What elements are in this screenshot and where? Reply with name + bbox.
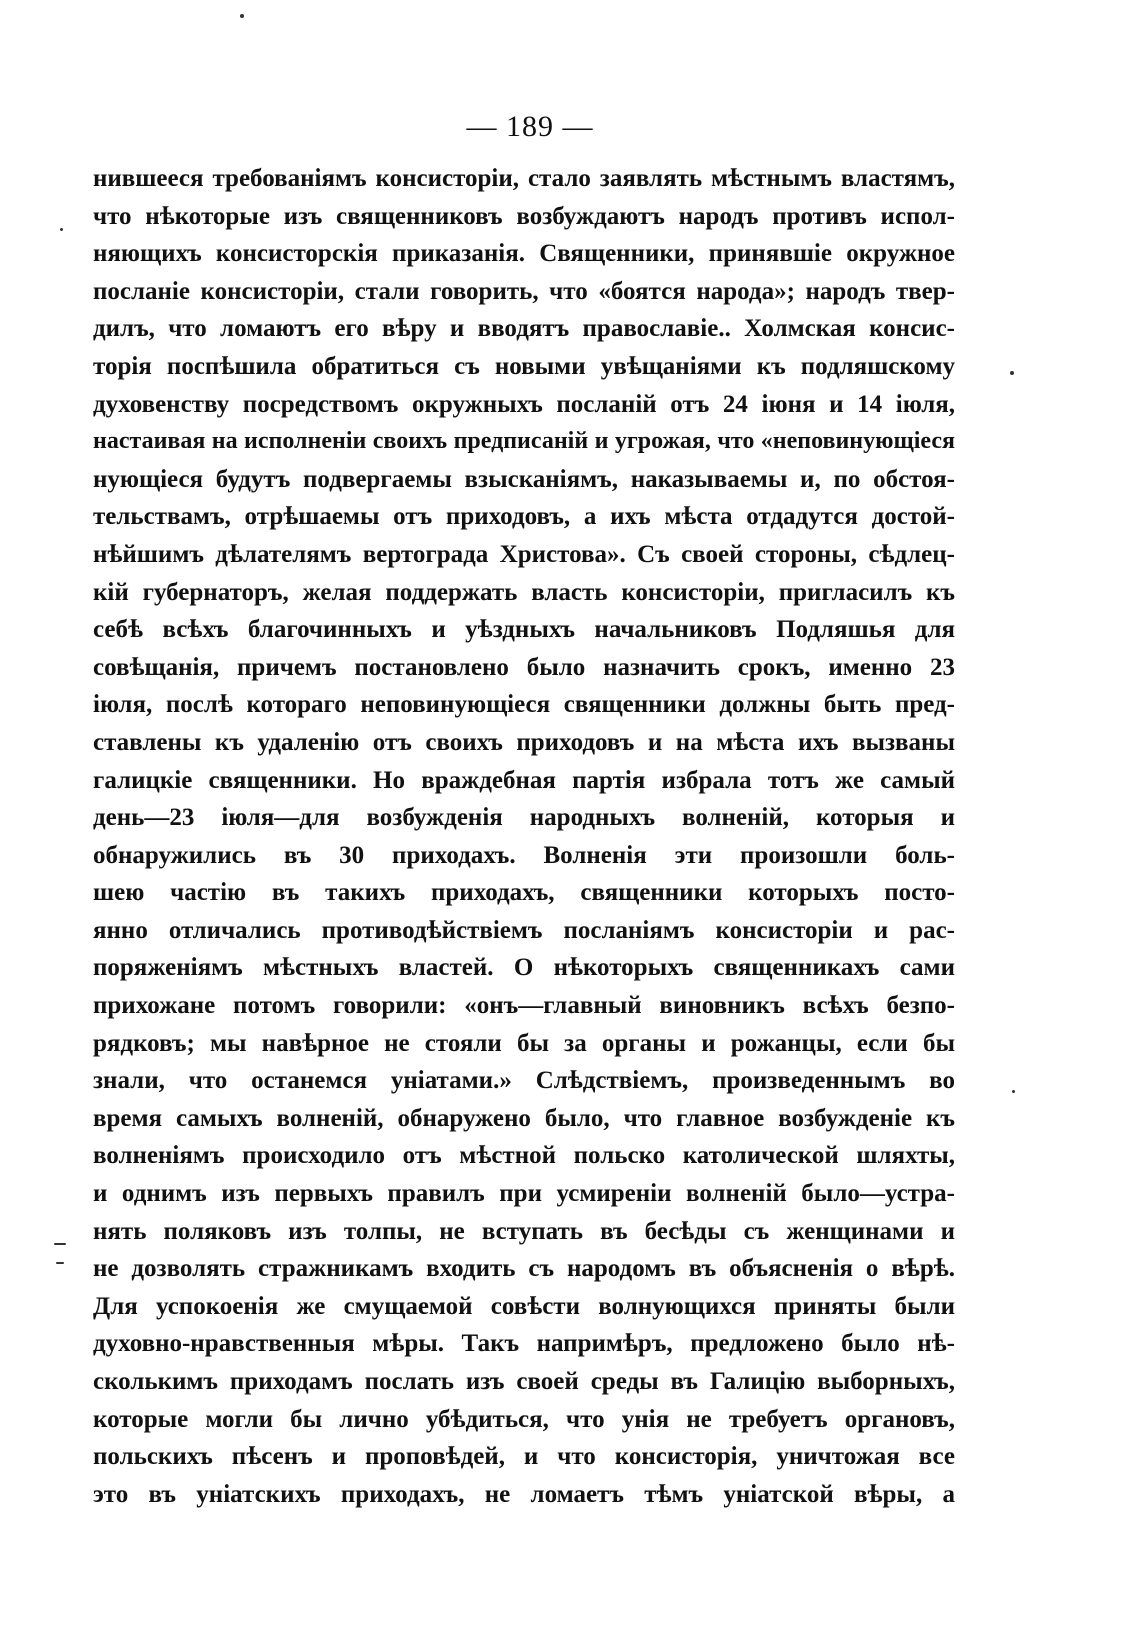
scan-speck — [1012, 1090, 1015, 1093]
text-line: кій губернаторъ, желая поддержать власть консисторіи, пригласилъ къ — [93, 578, 955, 606]
scan-speck — [1010, 371, 1014, 375]
text-line: день—23 іюля—для возбужденія народныхъ волненій, которыя и — [93, 804, 955, 832]
text-line: не дозволять стражникамъ входить съ народомъ въ объясненія о вѣрѣ. — [93, 1255, 955, 1283]
text-line: это въ уніатскихъ приходахъ, не ломаетъ тѣмъ уніатской вѣры, а — [93, 1480, 955, 1508]
text-line: няющихъ консисторскія приказанія. Священники, принявшіе окружное — [93, 240, 955, 268]
text-line: духовно-нравственныя мѣры. Такъ напримѣръ, предложено было нѣ- — [93, 1330, 955, 1358]
text-line: что нѣкоторые изъ священниковъ возбуждаютъ народъ противъ испол- — [93, 202, 955, 230]
text-line: ставлены къ удаленію отъ своихъ приходовъ и на мѣста ихъ вызваны — [93, 728, 955, 756]
text-line: дилъ, что ломаютъ его вѣру и вводятъ православіе.. Холмская консис- — [93, 315, 955, 343]
text-line: совѣщанія, причемъ постановлено было назначить срокъ, именно 23 — [93, 653, 955, 681]
text-line: поряженіямъ мѣстныхъ властей. О нѣкоторыхъ священникахъ сами — [93, 954, 955, 982]
text-line: себѣ всѣхъ благочинныхъ и уѣздныхъ начальниковъ Подляшья для — [93, 616, 955, 644]
text-line: духовенству посредствомъ окружныхъ посланій отъ 24 іюня и 14 іюля, — [93, 390, 955, 418]
text-line: и однимъ изъ первыхъ правилъ при усмиреніи волненій было—устра- — [93, 1180, 955, 1208]
text-line: нившееся требованіямъ консисторіи, стало заявлять мѣстнымъ властямъ, — [93, 165, 955, 192]
text-line: знали, что останемся уніатами.» Слѣдствіемъ, произведеннымъ во — [93, 1067, 955, 1095]
text-line: шею частію въ такихъ приходахъ, священники которыхъ посто- — [93, 879, 955, 907]
page-number: — 189 — — [466, 110, 594, 143]
text-line: обнаружились въ 30 приходахъ. Волненія эти произошли боль- — [93, 841, 955, 869]
text-line: посланіе консисторіи, стали говорить, что «боятся народа»; народъ твер- — [93, 277, 955, 305]
text-line: прихожане потомъ говорили: «онъ—главный виновникъ всѣхъ безпо- — [93, 992, 955, 1020]
text-line: нять поляковъ изъ толпы, не вступать въ бесѣды съ женщинами и — [93, 1217, 955, 1245]
text-line: торія поспѣшила обратиться съ новыми увѣщаніями къ подляшскому — [93, 352, 955, 380]
text-line: галицкіе священники. Но враждебная партія избрала тотъ же самый — [93, 766, 955, 794]
scan-speck — [240, 14, 244, 18]
text-line: сколькимъ приходамъ послать изъ своей среды въ Галицію выборныхъ, — [93, 1368, 955, 1395]
text-line: время самыхъ волненій, обнаружено было, что главное возбужденіе къ — [93, 1104, 955, 1132]
text-line: тельствамъ, отрѣшаемы отъ приходовъ, а ихъ мѣста отдадутся достой- — [93, 503, 955, 531]
scan-speck — [56, 1262, 64, 1264]
text-line: волненіямъ происходило отъ мѣстной польско католической шляхты, — [93, 1142, 955, 1170]
text-line: нующіеся будутъ подвергаемы взысканіямъ, наказываемы и, по обстоя- — [93, 465, 955, 493]
text-line: іюля, послѣ котораго неповинующіеся священники должны быть пред- — [93, 691, 955, 719]
text-line: Для успокоенія же смущаемой совѣсти волнующихся приняты были — [93, 1292, 955, 1320]
body-text — [93, 160, 955, 1513]
scan-speck — [54, 1243, 66, 1245]
scan-speck — [60, 228, 63, 231]
text-line: которые могли бы лично убѣдиться, что унія не требуетъ органовъ, — [93, 1405, 955, 1433]
text-line: польскихъ пѣсенъ и проповѣдей, и что консисторія, уничтожая все — [93, 1443, 955, 1471]
text-line: рядковъ; мы навѣрное не стояли бы за органы и рожанцы, если бы — [93, 1029, 955, 1057]
text-line: нѣйшимъ дѣлателямъ вертограда Христова». Съ своей стороны, сѣдлец- — [93, 540, 955, 568]
text-line: настаивая на исполненіи своихъ предписаній и угрожая, что «неповинующіеся — [93, 428, 955, 455]
text-line: янно отличались противодѣйствіемъ посланіямъ консисторіи и рас- — [93, 916, 955, 944]
